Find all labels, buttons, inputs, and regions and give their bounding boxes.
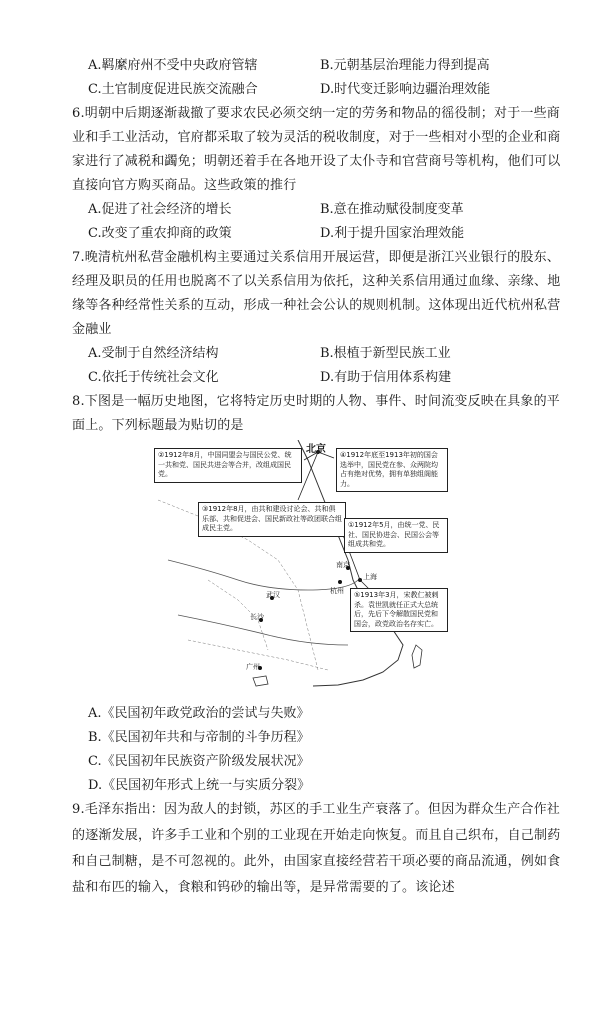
q6-line-1: 6.明朝中后期逐渐裁撤了要求农民必须交纳一定的劳务和物品的徭役制；对于一些商	[72, 106, 561, 121]
map-city-changsha: 长沙	[250, 613, 264, 621]
q7-line-1: 7.晚清杭州私营金融机构主要通过关系信用开展运营，即便是浙江兴业银行的股东、	[72, 250, 561, 265]
q8-line-1: 8.下图是一幅历史地图，它将特定历史时期的人物、事件、时间流变反映在具象的平	[72, 394, 561, 409]
q6-option-a: A.促进了社会经济的增长	[88, 202, 232, 217]
q8-option-d: D.《民国初年形式上统一与实质分裂》	[88, 778, 311, 793]
q7-line-3: 缘等各种经常性关系的互动，形成一种社会公认的规则机制。这体现出近代杭州私营	[72, 298, 561, 313]
q7-option-d: D.有助于信用体系构建	[320, 370, 452, 385]
map-annotation-1: ①1912年5月，由统一党、民社、国民协进会、民国公会等组成共和党。	[344, 518, 448, 553]
q5-option-a: A.羁縻府州不受中央政府管辖	[88, 58, 258, 73]
map-city-nanjing: 南京	[336, 561, 350, 569]
q8-option-b: B.《民国初年共和与帝制的斗争历程》	[88, 730, 310, 745]
q7-line-4: 金融业	[72, 322, 112, 337]
map-city-guangzhou: 广州	[246, 663, 260, 671]
q8-option-c: C.《民国初年民族资产阶级发展状况》	[88, 754, 310, 769]
map-annotation-5: ⑤1913年3月，宋教仁被刺杀。袁世凯就任正式大总统后，先后下令解散国民党和国会，政党政治名存实亡。	[350, 588, 448, 632]
q5-option-b: B.元朝基层治理能力得到提高	[320, 58, 490, 73]
q7-option-a: A.受制于自然经济结构	[88, 346, 219, 361]
historical-map	[148, 440, 448, 690]
map-city-beijing: 北京	[306, 444, 326, 455]
map-annotation-3: ③1912年8月，由共和建设讨论会、共和俱乐部、共和促进会、国民新政社等政团联合组成民主党。	[198, 502, 346, 537]
q5-option-c: C.土官制度促进民族交流融合	[88, 82, 258, 97]
map-annotation-2: ②1912年8月，中国同盟会与国民公党、统一共和党、国民共进会等合并，改组成国民党。	[154, 448, 302, 483]
q6-line-3: 家进行了减税和蠲免；明朝还着手在各地开设了太仆寺和官营商号等机构，他们可以	[72, 154, 561, 169]
q8-line-2: 面上。下列标题最为贴切的是	[72, 418, 244, 433]
q6-line-4: 直接向官方购买商品。这些政策的推行	[72, 178, 297, 193]
q9-line-2: 的逐渐发展，许多手工业和个别的工业现在开始走向恢复。而且自己织布，自己制药	[72, 828, 561, 843]
q6-option-b: B.意在推动赋役制度变革	[320, 202, 464, 217]
q6-option-c: C.改变了重农抑商的政策	[88, 226, 232, 241]
q7-option-c: C.依托于传统社会文化	[88, 370, 219, 385]
map-city-hangzhou: 杭州	[330, 587, 344, 595]
map-city-shanghai: 上海	[363, 573, 377, 581]
map-annotation-4: ④1912年底至1913年初的国会选举中，国民党在参、众两院均占有绝对优势，拥有单独组阁能力。	[336, 448, 448, 492]
q5-option-d: D.时代变迁影响边疆治理效能	[320, 82, 491, 97]
q9-line-1: 9.毛泽东指出：因为敌人的封锁，苏区的手工业生产衰落了。但因为群众生产合作社	[72, 802, 561, 817]
q9-line-4: 盐和布匹的输入，食粮和钨砂的输出等，是异常需要的了。该论述	[72, 880, 455, 895]
map-city-wuhan: 武汉	[266, 591, 280, 599]
q7-option-b: B.根植于新型民族工业	[320, 346, 451, 361]
q7-line-2: 经理及职员的任用也脱离不了以关系信用为依托，这种关系信用通过血缘、亲缘、地	[72, 274, 561, 289]
q8-option-a: A.《民国初年政党政治的尝试与失败》	[88, 706, 310, 721]
q6-option-d: D.利于提升国家治理效能	[320, 226, 465, 241]
q6-line-2: 业和手工业活动，官府都采取了较为灵活的税收制度，对于一些相对小型的企业和商	[72, 130, 561, 145]
q9-line-3: 和自己制糖，是不可忽视的。此外，由国家直接经营若干项必要的商品流通，例如食	[72, 854, 561, 869]
